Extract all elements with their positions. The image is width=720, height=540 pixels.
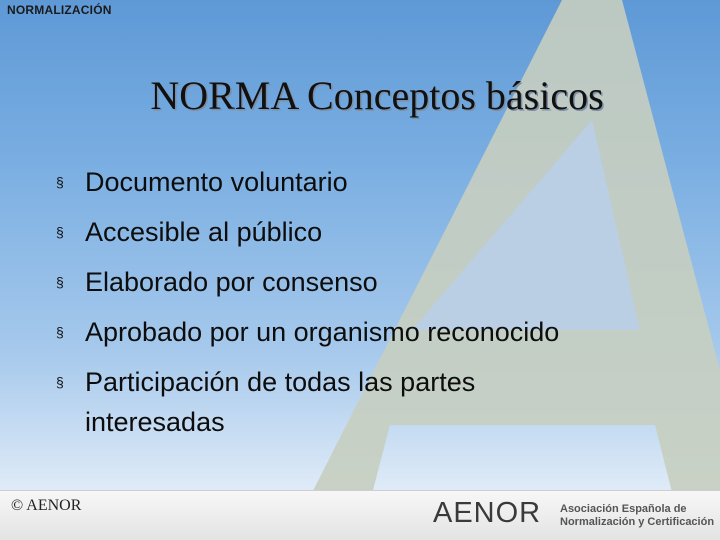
organization-name-line1: Asociación Española de: [560, 503, 687, 515]
bullet-item: [56, 212, 696, 252]
bullet-item: [56, 362, 696, 442]
bullet-marker-icon: §: [56, 374, 64, 390]
bullet-list: [56, 162, 696, 452]
bullet-text: Participación de todas las partes interesadas: [85, 367, 476, 437]
slide-title: NORMA Conceptos básicos: [150, 73, 604, 118]
bullet-text: Aprobado por un organismo reconocido: [85, 317, 560, 347]
bullet-text: Accesible al público: [85, 217, 323, 247]
aenor-logo: AENOR: [433, 497, 542, 529]
bullet-item: [56, 162, 696, 202]
bullet-marker-icon: §: [56, 274, 64, 290]
bullet-item: [56, 262, 696, 302]
organization-name-line2: Normalización y Certificación: [560, 516, 715, 528]
bullet-text: Documento voluntario: [85, 167, 348, 197]
copyright-notice: © AENOR: [11, 497, 82, 514]
section-label: NORMALIZACIÓN: [7, 3, 112, 17]
organization-name: [560, 503, 714, 529]
bullet-text: Elaborado por consenso: [85, 267, 378, 297]
bullet-marker-icon: §: [56, 224, 64, 240]
bullet-item: [56, 312, 696, 352]
bullet-marker-icon: §: [56, 174, 64, 190]
bullet-marker-icon: §: [56, 324, 64, 340]
